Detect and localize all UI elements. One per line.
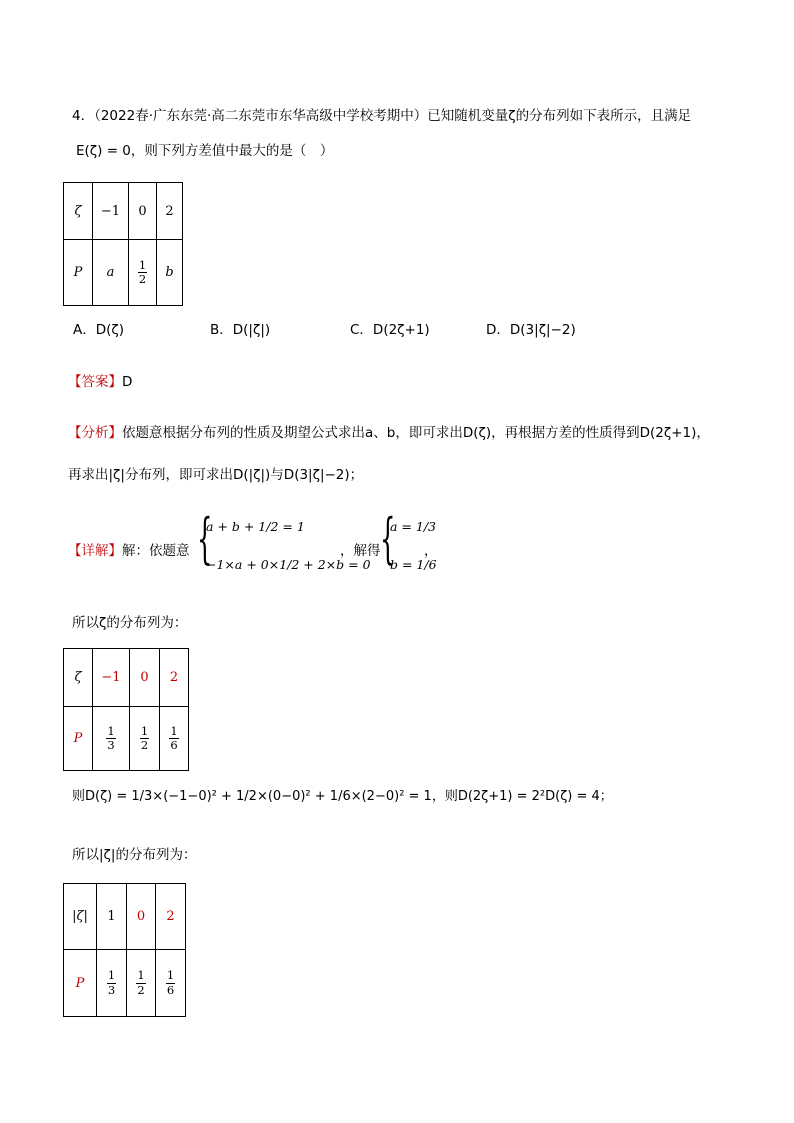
table3-header-cell: 2: [156, 884, 186, 950]
frac-den: 2: [137, 982, 145, 997]
frac-den: 2: [140, 738, 149, 752]
detail-intro: 解：依题意: [122, 543, 190, 559]
table2-header-cell: 2: [160, 649, 189, 707]
table3-header-var: |ζ|: [64, 884, 97, 950]
solve-text: ，解得: [340, 543, 381, 559]
variance-line: 则D(ζ) = 1/3×(−1−0)² + 1/2×(0−0)² + 1/6×(2−0)² = 1，则D(2ζ+1) = 2²D(ζ) = 4；: [72, 789, 613, 804]
option-d: D．D(3|ζ|−2): [486, 322, 576, 338]
analysis-line-1: [68, 421, 710, 441]
table3-prob-cell: [127, 950, 156, 1017]
frac-den: 3: [107, 738, 115, 752]
frac-num: 1: [107, 723, 115, 738]
option-c: C．D(2ζ+1): [350, 322, 430, 338]
table3-header-cell: 0: [127, 884, 156, 950]
system-eq-2: −1×a + 0×1/2 + 2×b = 0: [206, 557, 371, 572]
table1-cell-b: b: [157, 240, 183, 306]
table1-cell-half: [129, 240, 157, 306]
abs-dist-intro: 所以|ζ|的分布列为：: [72, 847, 197, 863]
table1-cell-a: a: [93, 240, 129, 306]
question-line-2: E(ζ) = 0，则下列方差值中最大的是（ ）: [76, 143, 334, 159]
table1-row-label: P: [64, 240, 93, 306]
analysis-line-2: 再求出|ζ|分布列，即可求出D(|ζ|)与D(3|ζ|−2)；: [68, 467, 364, 483]
system-brace: {: [197, 507, 213, 570]
answer-line: [68, 370, 132, 390]
frac-num: 1: [107, 968, 116, 982]
table2-row-label: P: [64, 707, 93, 771]
frac-num: 1: [170, 723, 178, 738]
system-eq-1: a + b + 1/2 = 1: [206, 519, 305, 534]
analysis-tag: 【分析】: [68, 425, 122, 441]
frac-den: 6: [166, 982, 175, 997]
option-b: B．D(|ζ|): [210, 322, 271, 338]
distribution-table-2: [63, 648, 189, 771]
frac-den: 2: [138, 272, 147, 286]
detail-line: [68, 539, 190, 559]
frac-num: 1: [166, 968, 175, 982]
solution-b: b = 1/6: [390, 557, 437, 572]
option-a: A．D(ζ): [73, 322, 125, 338]
table2-header-cell: −1: [93, 649, 130, 707]
table2-prob-cell: [130, 707, 160, 771]
frac-num: 1: [140, 723, 149, 738]
solution-a: a = 1/3: [390, 519, 436, 534]
answer-tag: 【答案】: [68, 374, 122, 390]
table3-header-cell: 1: [97, 884, 127, 950]
table2-prob-cell: [93, 707, 130, 771]
distribution-table-1: [63, 182, 183, 306]
table2-prob-cell: [160, 707, 189, 771]
frac-num: 1: [138, 257, 147, 272]
table1-header-cell: 2: [157, 183, 183, 240]
table2-header-cell: 0: [130, 649, 160, 707]
table3-prob-cell: [97, 950, 127, 1017]
frac-den: 3: [107, 982, 116, 997]
question-line-1: 4．（2022春·广东东莞·高二东莞市东华高级中学校考期中）已知随机变量ζ的分布列如下表所示，且满足: [72, 108, 692, 124]
table1-header-var: ζ: [64, 183, 93, 240]
frac-den: 6: [170, 738, 178, 752]
frac-num: 1: [137, 968, 145, 982]
detail-tail: ，: [424, 543, 438, 559]
table1-header-cell: −1: [93, 183, 129, 240]
analysis-text-1: 依题意根据分布列的性质及期望公式求出a、b，即可求出D(ζ)，再根据方差的性质得到D(2ζ+1)，: [122, 425, 710, 441]
detail-tag: 【详解】: [68, 543, 122, 559]
dist-intro: 所以ζ的分布列为：: [72, 615, 188, 631]
distribution-table-3: [63, 883, 186, 1017]
table1-header-cell: 0: [129, 183, 157, 240]
solution-brace: {: [380, 507, 396, 570]
table3-prob-cell: [156, 950, 186, 1017]
table3-row-label: P: [64, 950, 97, 1017]
table2-header-var: ζ: [64, 649, 93, 707]
answer-value: D: [122, 374, 133, 390]
